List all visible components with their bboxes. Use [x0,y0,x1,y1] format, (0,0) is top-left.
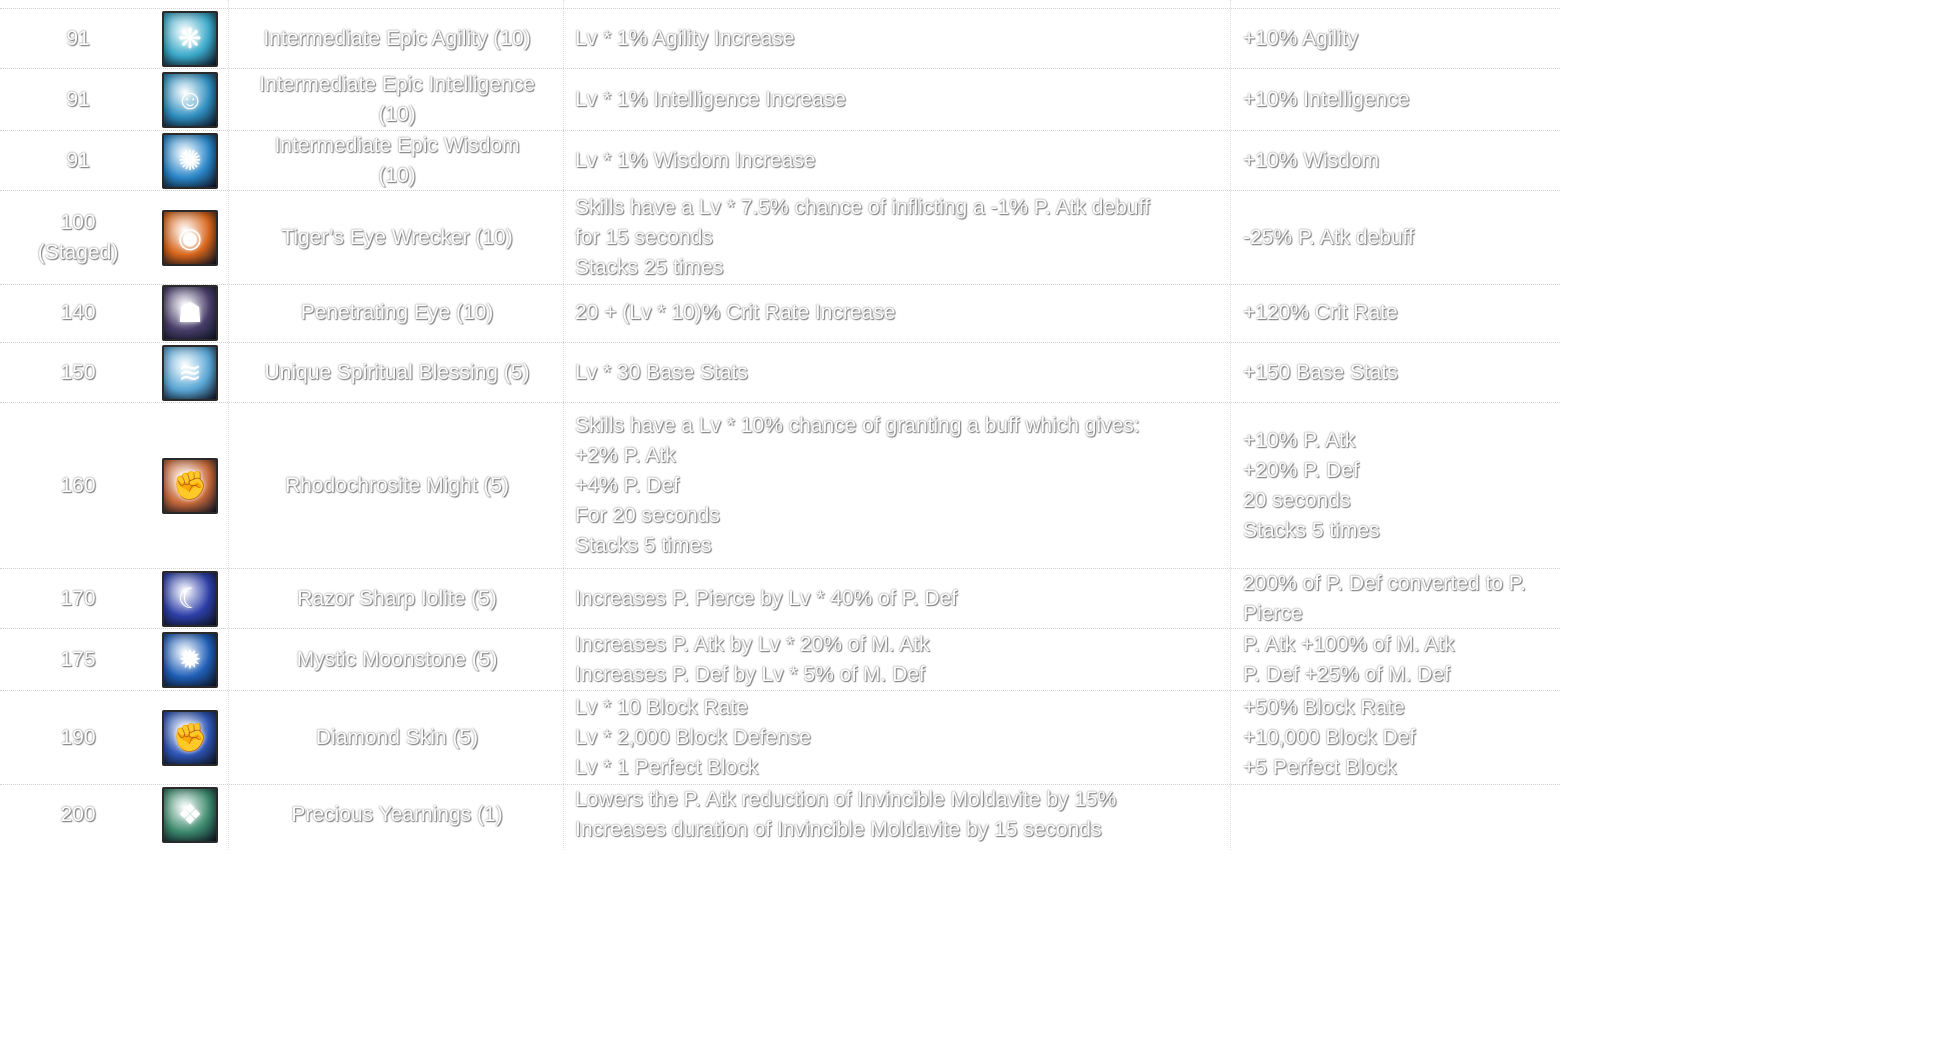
max-effect-cell-line: 200% of P. Def converted to P. [1243,572,1526,595]
moonstone-icon: ✹ [162,632,218,688]
skill-name-cell-line: Rhodochrosite Might (5) [284,474,510,497]
table-row [0,342,1560,403]
skill-name-cell [236,285,558,341]
max-effect-cell [1243,785,1560,845]
icon-cell [158,569,222,629]
skill-name-cell-line: (10) [378,164,416,187]
level-cell-line: 150 [60,361,96,384]
max-effect-cell [1243,691,1560,785]
level-cell-line: 91 [66,88,90,111]
max-effect-cell [1243,343,1560,403]
level-cell [30,131,126,191]
effect-cell-line: Lv * 30 Base Stats [575,361,748,384]
effect-cell-line: Increases P. Atk by Lv * 20% of M. Atk [575,633,930,656]
precious-yearnings-icon: ❖ [162,787,218,843]
skill-name-cell [236,9,558,69]
effect-cell [575,691,1225,785]
effect-cell [575,403,1225,569]
skill-name-cell-line: Razor Sharp Iolite (5) [297,587,497,610]
rhodochrosite-might-icon: ✊ [162,458,218,514]
table-row [0,628,1560,691]
effect-cell-line: Increases P. Pierce by Lv * 40% of P. Def [575,587,958,610]
table-row [0,784,1560,845]
max-effect-cell [1243,131,1560,191]
max-effect-cell-line: +10,000 Block Def [1243,726,1416,749]
max-effect-cell-line: Stacks 5 times [1243,519,1380,542]
max-effect-cell-line: -25% P. Atk debuff [1243,226,1414,249]
max-effect-cell-line: +10% Agility [1243,27,1358,50]
skill-name-cell-line: Mystic Moonstone (5) [296,648,498,671]
effect-cell-line: +4% P. Def [575,474,680,497]
level-cell-line: 170 [60,587,96,610]
icon-cell [158,691,222,785]
effect-cell [575,785,1225,845]
max-effect-cell [1243,9,1560,69]
table-row [0,568,1560,629]
max-effect-cell-line: Pierce [1243,602,1303,625]
effect-cell [575,69,1225,131]
level-cell [30,191,126,285]
intelligence-icon: ☺ [162,72,218,128]
effect-cell-line: Lv * 1% Wisdom Increase [575,149,816,172]
icon-cell [158,285,222,341]
skill-name-cell [236,691,558,785]
skill-name-cell [236,569,558,629]
skill-name-cell-line: Intermediate Epic Intelligence [259,73,535,96]
effect-cell-line: Skills have a Lv * 7.5% chance of inflicting a -1% P. Atk debuff [575,196,1150,219]
icon-cell [158,343,222,403]
effect-cell-line: Increases duration of Invincible Moldavite by 15 seconds [575,818,1102,841]
effect-cell [575,131,1225,191]
wisdom-icon: ✺ [162,133,218,189]
max-effect-cell-line: +150 Base Stats [1243,361,1398,384]
table-row [0,68,1560,131]
effect-cell-line: Lv * 2,000 Block Defense [575,726,811,749]
level-cell [30,403,126,569]
tigers-eye-icon: ◉ [162,210,218,266]
skill-name-cell [236,69,558,131]
level-cell [30,69,126,131]
icon-cell [158,785,222,845]
icon-cell [158,131,222,191]
max-effect-cell [1243,285,1560,341]
level-cell-line: 100 [60,211,96,234]
icon-cell [158,9,222,69]
icon-cell [158,191,222,285]
level-cell [30,629,126,691]
skill-name-cell [236,191,558,285]
max-effect-cell [1243,569,1560,629]
effect-cell-line: Lowers the P. Atk reduction of Invincible Moldavite by 15% [575,788,1117,811]
level-cell-line: 190 [60,726,96,749]
effect-cell-line: Lv * 1% Intelligence Increase [575,88,846,111]
effect-cell-line: 20 + (Lv * 10)% Crit Rate Increase [575,301,896,324]
max-effect-cell-line: +20% P. Def [1243,459,1359,482]
effect-cell-line: Lv * 1% Agility Increase [575,27,795,50]
max-effect-cell [1243,69,1560,131]
skill-name-cell [236,343,558,403]
level-cell [30,691,126,785]
skill-name-cell [236,785,558,845]
effect-cell [575,191,1225,285]
max-effect-cell [1243,191,1560,285]
agility-icon: ❋ [162,11,218,67]
effect-cell [575,9,1225,69]
skill-name-cell-line: (10) [378,103,416,126]
max-effect-cell-line: P. Atk +100% of M. Atk [1243,633,1455,656]
level-cell-line: 91 [66,149,90,172]
level-cell-line: 160 [60,474,96,497]
level-cell [30,9,126,69]
level-cell [30,569,126,629]
effect-cell [575,343,1225,403]
diamond-skin-icon: ✊ [162,710,218,766]
skill-name-cell-line: Intermediate Epic Wisdom [274,134,520,157]
effect-cell [575,569,1225,629]
max-effect-cell-line: +10% Wisdom [1243,149,1379,172]
max-effect-cell-line: +10% Intelligence [1243,88,1410,111]
penetrating-eye-icon: ☗ [162,285,218,341]
spiritual-blessing-icon: ≋ [162,345,218,401]
skill-name-cell-line: Unique Spiritual Blessing (5) [264,361,530,384]
iolite-icon: ☾ [162,571,218,627]
table-row [0,284,1560,341]
max-effect-cell-line: +5 Perfect Block [1243,756,1397,779]
skill-name-cell-line: Tiger’s Eye Wrecker (10) [281,226,513,249]
table-row [0,8,1560,69]
table-row [0,130,1560,191]
effect-cell-line: for 15 seconds [575,226,713,249]
table-row [0,190,1560,285]
max-effect-cell [1243,403,1560,569]
level-cell-line: 175 [60,648,96,671]
max-effect-cell [1243,629,1560,691]
level-cell-line: 140 [60,301,96,324]
table-row [0,690,1560,785]
effect-cell-line: For 20 seconds [575,504,720,527]
effect-cell [575,629,1225,691]
max-effect-cell-line: 20 seconds [1243,489,1351,512]
skill-name-cell [236,403,558,569]
skill-name-cell-line: Precious Yearnings (1) [291,803,503,826]
effect-cell-line: Increases P. Def by Lv * 5% of M. Def [575,663,925,686]
icon-cell [158,69,222,131]
level-cell [30,343,126,403]
level-cell-line: 200 [60,803,96,826]
table-row [0,402,1560,569]
effect-cell-line: Lv * 10 Block Rate [575,696,748,719]
icon-cell [158,629,222,691]
skill-name-cell-line: Penetrating Eye (10) [300,301,494,324]
effect-cell-line: Lv * 1 Perfect Block [575,756,759,779]
max-effect-cell-line: +120% Crit Rate [1243,301,1398,324]
level-cell-line: 91 [66,27,90,50]
level-cell-line: (Staged) [37,241,119,264]
effect-cell-line: Stacks 25 times [575,256,724,279]
skill-name-cell [236,131,558,191]
max-effect-cell-line: P. Def +25% of M. Def [1243,663,1450,686]
effect-cell-line: Stacks 5 times [575,534,712,557]
icon-cell [158,403,222,569]
level-cell [30,285,126,341]
skill-name-cell-line: Diamond Skin (5) [315,726,479,749]
effect-cell [575,285,1225,341]
max-effect-cell-line: +50% Block Rate [1243,696,1405,719]
max-effect-cell-line: +10% P. Atk [1243,429,1356,452]
skill-name-cell-line: Intermediate Epic Agility (10) [263,27,531,50]
effect-cell-line: Skills have a Lv * 10% chance of granting a buff which gives: [575,414,1140,437]
level-cell [30,785,126,845]
effect-cell-line: +2% P. Atk [575,444,676,467]
skill-name-cell [236,629,558,691]
